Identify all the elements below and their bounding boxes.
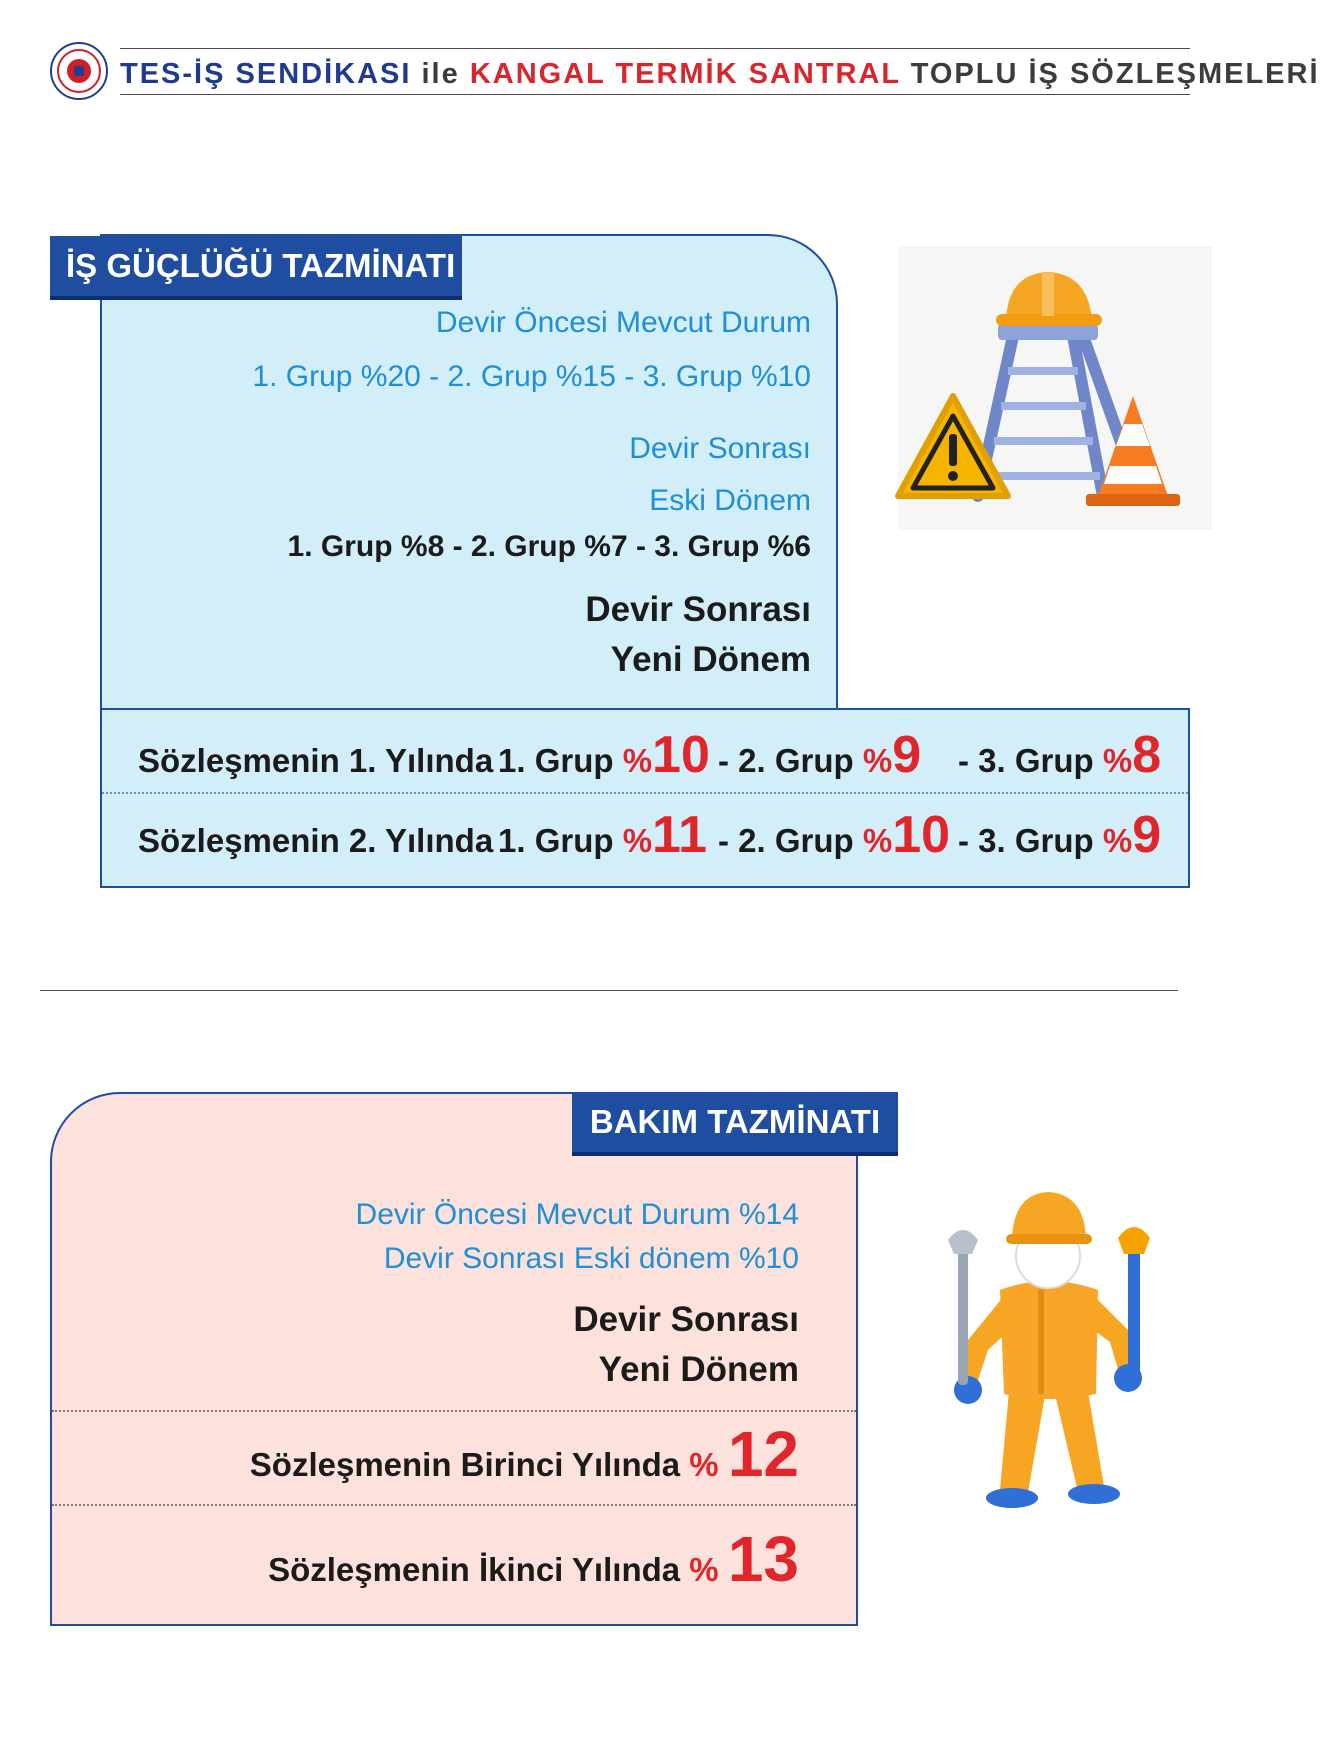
maintenance-year2-label: Sözleşmenin İkinci Yılında — [268, 1551, 681, 1588]
row1-group1: 1. Grup %10 — [498, 726, 710, 784]
after-old-line1: Devir Sonrası — [629, 432, 811, 465]
header-union-name: TES-İŞ SENDİKASI — [120, 58, 412, 90]
header-agreements: TOPLU İŞ SÖZLEŞMELERİ — [910, 58, 1320, 90]
maintenance-after-old: Devir Sonrası Eski dönem %10 — [383, 1242, 799, 1275]
row1-group3: - 3. Grup %8 — [958, 726, 1162, 784]
row1-group2: - 2. Grup %9 — [718, 726, 922, 784]
maintenance-before: Devir Öncesi Mevcut Durum %14 — [355, 1198, 799, 1231]
header-connector: ile — [421, 58, 460, 90]
row2-group2: - 2. Grup %10 — [718, 806, 951, 864]
maintenance-year2 — [268, 1514, 799, 1604]
maintenance-separator-2 — [52, 1504, 856, 1506]
maintenance-new-line1: Devir Sonrası — [573, 1300, 799, 1339]
maintenance-new-line2: Yeni Dönem — [598, 1350, 799, 1389]
maintenance-year1-label: Sözleşmenin Birinci Yılında — [249, 1446, 681, 1483]
maintenance-allowance-tag: BAKIM TAZMİNATI — [572, 1092, 898, 1152]
maintenance-year1 — [250, 1412, 799, 1496]
worker-with-wrenches-icon — [928, 1180, 1168, 1520]
row1-label: Sözleşmenin 1. Yılında — [138, 742, 494, 779]
maintenance-year2-pct: % — [689, 1551, 719, 1588]
hardhat-ladder-warning-cone-icon — [898, 246, 1212, 530]
hardship-allowance-tag: İŞ GÜÇLÜĞÜ TAZMİNATI — [50, 236, 462, 296]
row2-label: Sözleşmenin 2. Yılında — [138, 822, 494, 859]
before-transfer-title: Devir Öncesi Mevcut Durum — [435, 306, 811, 339]
header-top-rule — [120, 48, 1190, 49]
after-new-line1: Devir Sonrası — [585, 590, 811, 629]
header-bottom-rule — [120, 94, 1190, 95]
header-plant-name: KANGAL TERMİK SANTRAL — [469, 58, 901, 90]
row2-group1: 1. Grup %11 — [498, 806, 708, 864]
after-old-line2: Eski Dönem — [649, 484, 811, 517]
maintenance-year2-value: 13 — [727, 1523, 799, 1595]
union-seal-icon — [50, 42, 108, 100]
after-old-values: 1. Grup %8 - 2. Grup %7 - 3. Grup %6 — [287, 530, 811, 563]
maintenance-year1-pct: % — [689, 1446, 719, 1483]
before-transfer-values: 1. Grup %20 - 2. Grup %15 - 3. Grup %10 — [252, 360, 811, 393]
page-header-title — [120, 52, 1320, 96]
row2-group3: - 3. Grup %9 — [958, 806, 1162, 864]
maintenance-year1-value: 12 — [727, 1418, 799, 1490]
section-divider — [40, 990, 1178, 991]
after-new-line2: Yeni Dönem — [610, 640, 811, 679]
